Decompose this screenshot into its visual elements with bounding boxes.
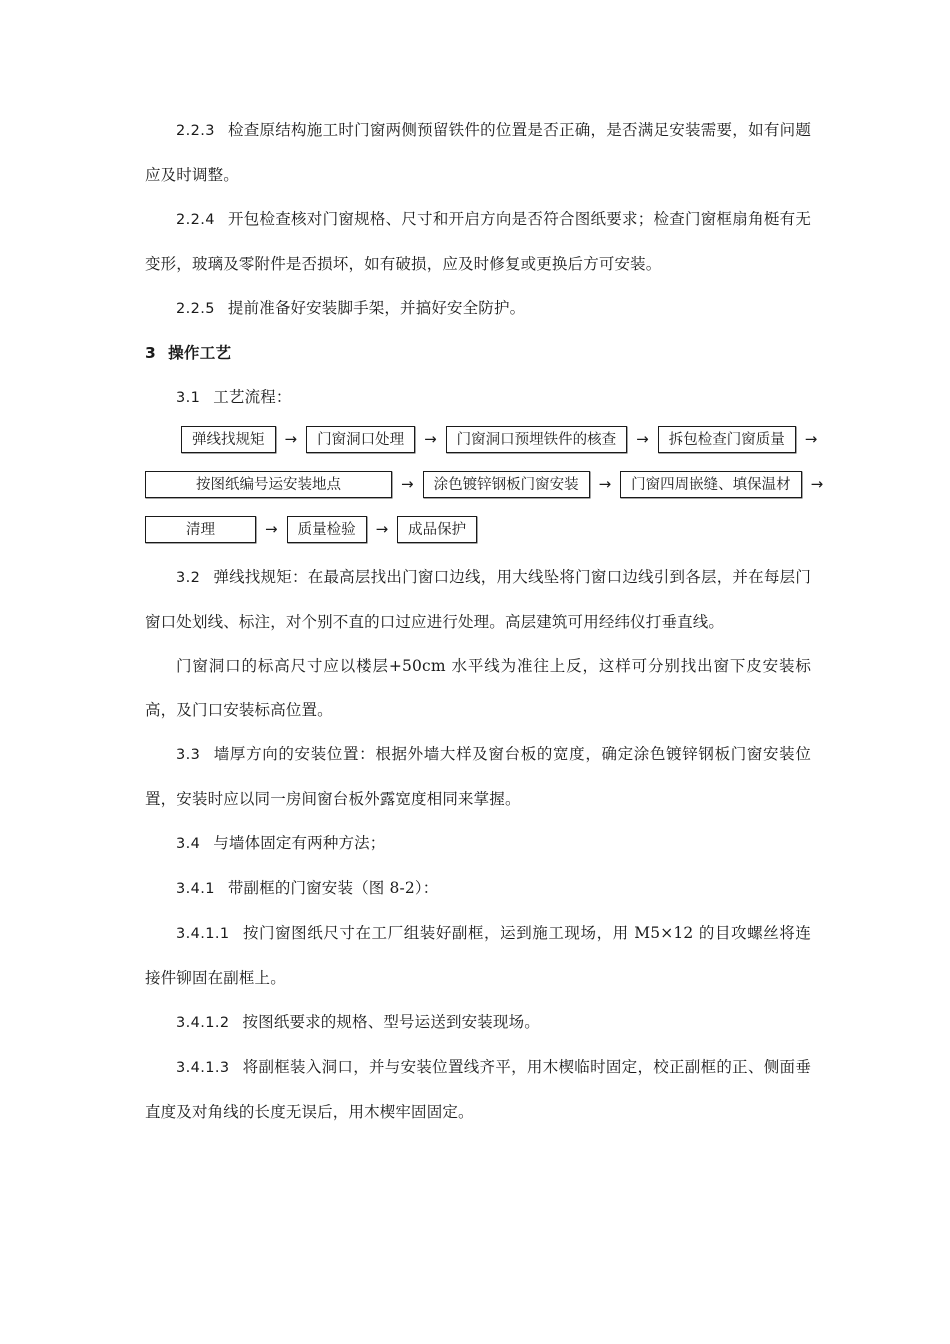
flow-box: 清理 [145, 516, 256, 543]
paragraph-text: 提前准备好安装脚手架，并搞好安全防护。 [227, 299, 526, 317]
arrow-right-icon: → [375, 519, 389, 538]
paragraph-number: 3.3 [176, 747, 201, 763]
flow-box: 成品保护 [397, 516, 477, 543]
paragraph-3-3 [145, 732, 811, 821]
paragraph-3-4-1-3 [145, 1045, 811, 1134]
arrow-right-icon: → [636, 429, 649, 448]
flow-box: 拆包检查门窗质量 [658, 426, 796, 453]
paragraph-number: 3.1 [176, 390, 201, 406]
paragraph-text: 墙厚方向的安装位置：根据外墙大样及窗台板的宽度，确定涂色镀锌钢板门窗安装位置，安装时应以同一房间窗台板外露宽度相同来掌握。 [145, 745, 811, 808]
paragraph-2-2-3 [145, 108, 811, 197]
paragraph-3-2-continued [145, 644, 811, 732]
flow-row-2 [145, 465, 824, 503]
flow-box: 按图纸编号运安装地点 [145, 471, 392, 498]
heading-title: 操作工艺 [168, 344, 232, 362]
paragraph-number: 2.2.4 [176, 212, 215, 228]
paragraph-number: 3.4.1.3 [176, 1060, 230, 1076]
flow-box: 质量检验 [287, 516, 367, 543]
paragraph-text: 将副框装入洞口，并与安装位置线齐平，用木楔临时固定，校正副框的正、侧面垂直度及对角线的长度无误后，用木楔牢固固定。 [145, 1058, 811, 1121]
arrow-right-icon: → [424, 429, 437, 448]
paragraph-number: 3.4.1 [176, 881, 215, 897]
arrow-right-icon: → [810, 474, 824, 493]
arrow-right-icon: → [804, 429, 818, 448]
paragraph-3-4 [145, 821, 811, 866]
paragraph-2-2-5 [145, 286, 811, 331]
paragraph-number: 2.2.3 [176, 123, 215, 139]
flow-box: 门窗洞口处理 [306, 426, 415, 453]
paragraph-2-2-4 [145, 197, 811, 286]
paragraph-3-4-1-1 [145, 911, 811, 1000]
flow-box: 弹线找规矩 [181, 426, 276, 453]
section-heading-3 [145, 331, 811, 375]
paragraph-text: 工艺流程： [213, 388, 292, 406]
paragraph-number: 3.4.1.2 [176, 1015, 230, 1031]
paragraph-number: 3.2 [176, 570, 201, 586]
arrow-right-icon: → [284, 429, 298, 448]
arrow-right-icon: → [598, 474, 612, 493]
paragraph-text: 按门窗图纸尺寸在工厂组装好副框，运到施工现场，用 M5×12 的目攻螺丝将连接件铆固在副框上。 [145, 924, 811, 987]
paragraph-3-4-1-2 [145, 1000, 811, 1045]
heading-number: 3 [145, 344, 157, 362]
flow-box: 门窗四周嵌缝、填保温材 [620, 471, 802, 498]
paragraph-text: 门窗洞口的标高尺寸应以楼层+50cm 水平线为准往上反，这样可分别找出窗下皮安装标高，及门口安装标高位置。 [145, 657, 811, 719]
process-flowchart [145, 420, 824, 548]
paragraph-3-4-1 [145, 866, 811, 911]
flow-box: 门窗洞口预埋铁件的核查 [446, 426, 628, 453]
paragraph-text: 检查原结构施工时门窗两侧预留铁件的位置是否正确，是否满足安装需要，如有问题应及时调整。 [145, 121, 811, 184]
paragraph-3-1 [145, 375, 811, 420]
page-content [145, 108, 824, 1134]
paragraph-number: 2.2.5 [176, 301, 215, 317]
paragraph-text: 按图纸要求的规格、型号运送到安装现场。 [242, 1013, 540, 1031]
paragraph-text: 开包检查核对门窗规格、尺寸和开启方向是否符合图纸要求；检查门窗框扇角梃有无变形，玻璃及零附件是否损坏，如有破损，应及时修复或更换后方可安装。 [145, 210, 811, 273]
paragraph-text: 弹线找规矩：在最高层找出门窗口边线，用大线坠将门窗口边线引到各层，并在每层门窗口处划线、标注，对个别不直的口过应进行处理。高层建筑可用经纬仪打垂直线。 [145, 568, 811, 631]
paragraph-number: 3.4 [176, 836, 201, 852]
paragraph-number: 3.4.1.1 [176, 926, 230, 942]
paragraph-3-2 [145, 555, 811, 644]
flow-row-3 [145, 510, 811, 548]
flow-row-1 [181, 420, 818, 458]
paragraph-text: 带副框的门窗安装（图 8-2）： [227, 879, 439, 897]
arrow-right-icon: → [265, 519, 278, 538]
arrow-right-icon: → [401, 474, 414, 493]
paragraph-text: 与墙体固定有两种方法； [213, 834, 386, 852]
flow-box: 涂色镀锌钢板门窗安装 [423, 471, 590, 498]
